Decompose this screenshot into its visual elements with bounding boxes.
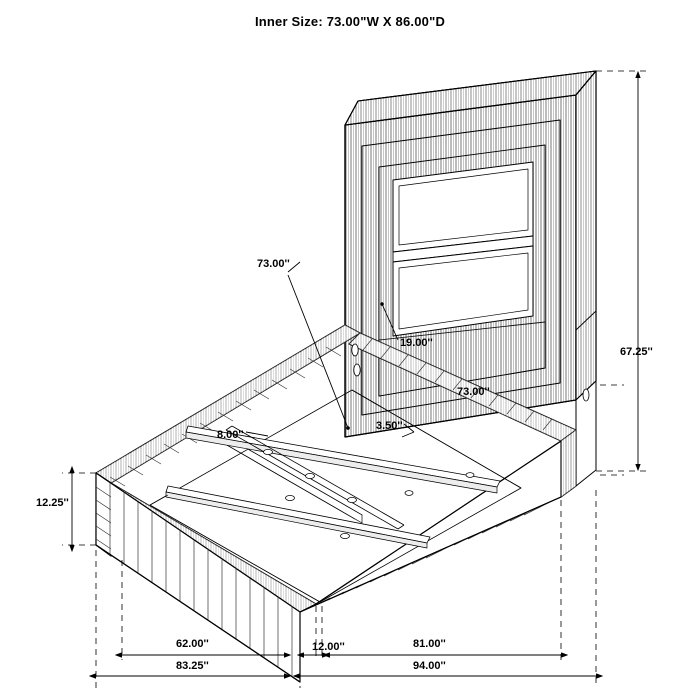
dim-side-span: 81.00'' (413, 638, 446, 650)
dim-overall-length: 94.00'' (413, 660, 446, 672)
dim-rail-inset: 8.00'' (217, 429, 244, 441)
dim-slat-thickness: 3.50'' (376, 420, 403, 432)
dim-headboard-height: 67.25'' (620, 346, 653, 358)
dim-deck-width: 73.00'' (457, 386, 490, 398)
dim-inner-depth: 83.25'' (176, 660, 209, 672)
dim-inner-width-top: 73.00'' (257, 258, 290, 270)
dim-foot-depth: 12.00'' (312, 641, 345, 653)
dim-panel-height: 19.00'' (400, 337, 433, 349)
dim-footboard-span: 62.00'' (176, 638, 209, 650)
dim-rail-height: 12.25'' (36, 497, 69, 509)
page-title: Inner Size: 73.00"W X 86.00"D (254, 14, 446, 29)
